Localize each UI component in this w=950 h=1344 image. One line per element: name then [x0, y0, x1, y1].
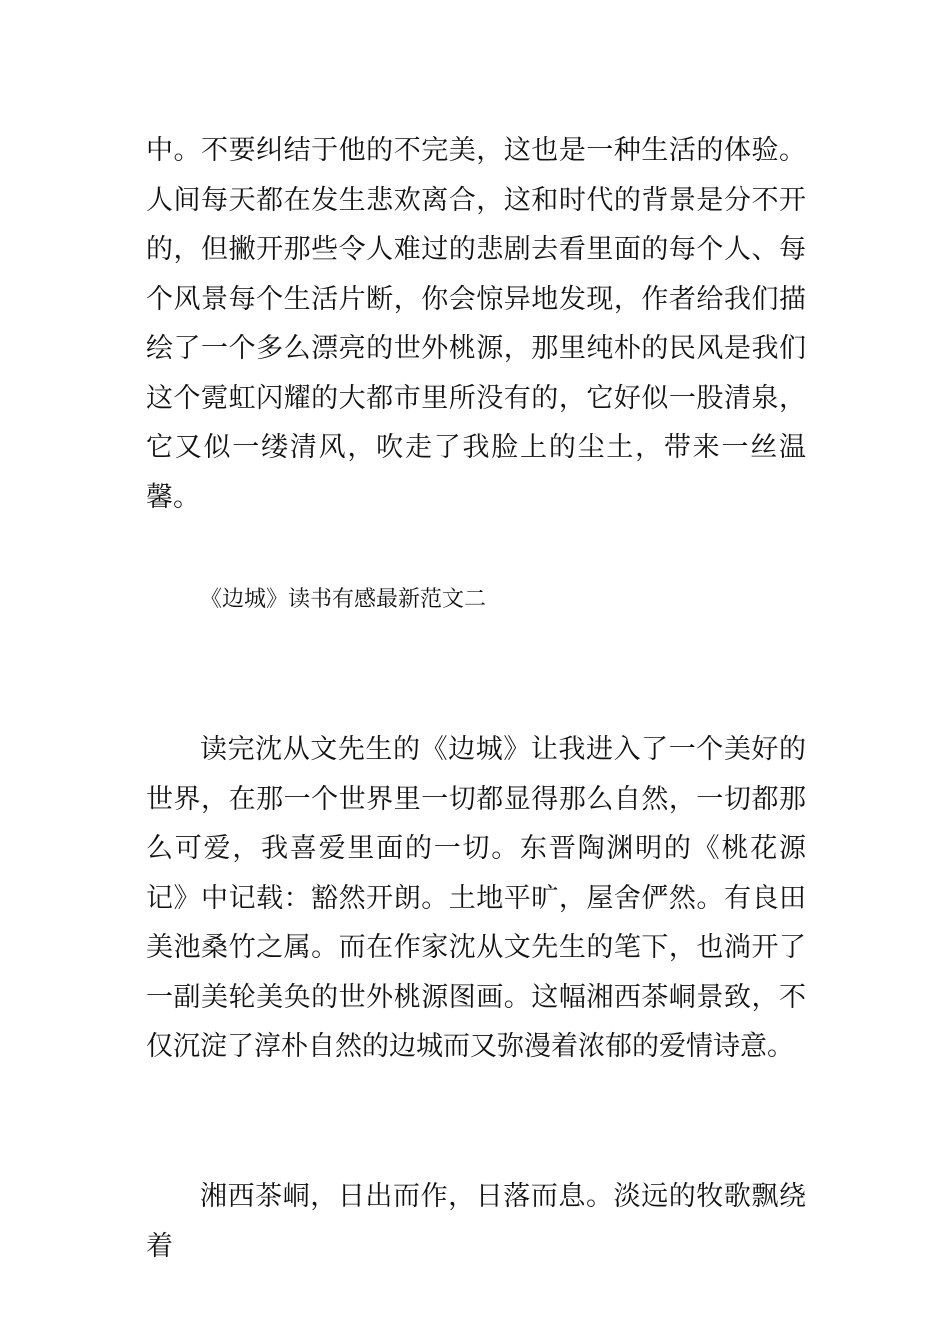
paragraph-continuation: 中。不要纠结于他的不完美，这也是一种生活的体验。人间每天都在发生悲欢离合，这和时代的背景是分不开的，但撇开那些令人难过的悲剧去看里面的每个人、每个风景每个生活片断，你会惊异地发现，作者给我们描绘了一个多么漂亮的世外桃源，那里纯朴的民风是我们这个霓虹闪耀的大都市里所没有的，它好似一股清泉，它又似一缕清风，吹走了我脸上的尘土，带来一丝温馨。 — [146, 135, 806, 513]
paragraph-three: 湘西茶峒，日出而作，日落而息。淡远的牧歌飘绕着 — [146, 1181, 806, 1262]
section-heading: 《边城》读书有感最新范文二 — [200, 587, 487, 612]
paragraph-two: 读完沈从文先生的《边城》让我进入了一个美好的世界，在那一个世界里一切都显得那么自然，一切都那么可爱，我喜爱里面的一切。东晋陶渊明的《桃花源记》中记载：豁然开朗。土地平旷，屋舍俨然。有良田美池桑竹之属。而在作家沈从文先生的笔下，也淌开了一副美轮美奂的世外桃源图画。这幅湘西茶峒景致，不仅沉淀了淳朴自然的边城而又弥漫着浓郁的爱情诗意。 — [146, 734, 806, 1062]
